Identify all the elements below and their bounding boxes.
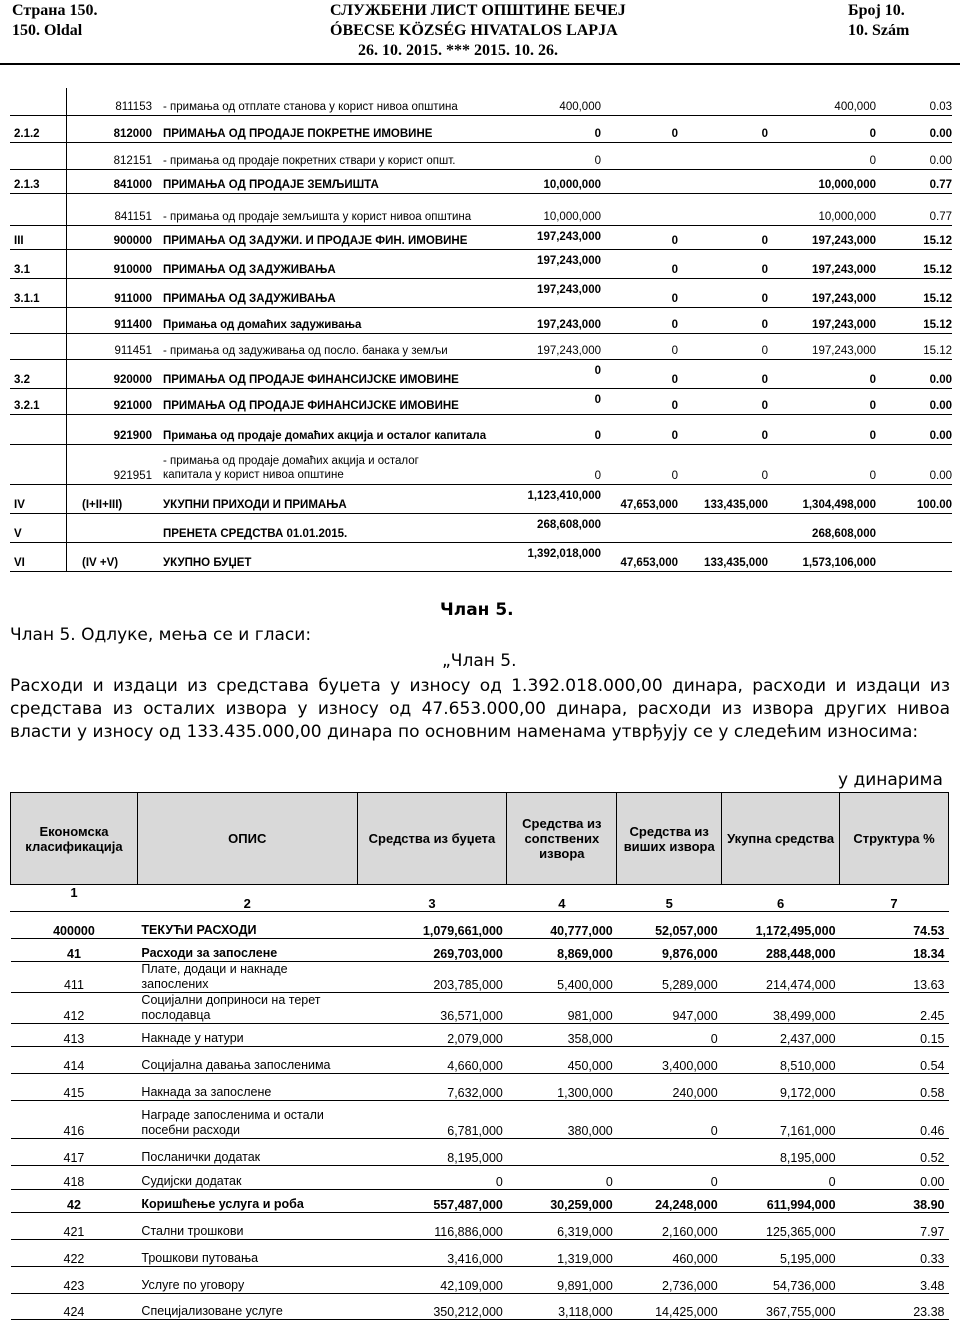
row-value-budget: 197,243,000 (537, 345, 601, 357)
row-value-budget: 268,608,000 (537, 519, 601, 531)
row-value-own: 0 (671, 345, 678, 357)
row-value-structure: 0.00 (929, 155, 952, 167)
row-value-own: 0 (671, 235, 678, 247)
col-number: 1 (11, 885, 138, 912)
table-row (10, 193, 952, 225)
row-value-own: 47,653,000 (620, 499, 678, 511)
table-header-row (11, 793, 949, 885)
table-row (11, 1101, 949, 1139)
row-value-budget: 0 (594, 430, 601, 442)
row-code: 42 (11, 1190, 138, 1213)
row-value-own: 30,259,000 (507, 1190, 617, 1213)
row-value-structure: 2.45 (840, 993, 949, 1024)
table-row (11, 1024, 949, 1047)
page-header (0, 0, 960, 62)
row-value-total: 10,000,000 (818, 179, 876, 191)
row-value-own: 981,000 (507, 993, 617, 1024)
row-description: Специјализоване услуге (137, 1294, 357, 1320)
row-level: 3.2 (14, 374, 30, 386)
col-number: 6 (722, 885, 840, 912)
row-value-structure: 0.15 (840, 1024, 949, 1047)
table-row (11, 1267, 949, 1294)
col-number: 3 (357, 885, 507, 912)
row-value-budget: 2,079,000 (357, 1024, 507, 1047)
row-code: 921900 (113, 430, 152, 442)
row-code: 412 (11, 993, 138, 1024)
row-value-higher: 0 (761, 400, 768, 412)
row-value-higher: 0 (761, 470, 768, 482)
col-number: 7 (840, 885, 949, 912)
row-value-structure: 15.12 (923, 345, 952, 357)
row-description: - примања од продаје земљишта у корист нивоа општина (163, 211, 472, 223)
table-row (11, 939, 949, 962)
row-value-total: 0 (869, 400, 876, 412)
row-value-own: 0 (671, 264, 678, 276)
row-value-budget: 0 (357, 1166, 507, 1190)
row-value-higher: 3,400,000 (617, 1047, 722, 1074)
row-value-structure: 0.54 (840, 1047, 949, 1074)
table-row (10, 169, 952, 193)
row-value-budget: 1,123,410,000 (527, 490, 601, 502)
row-value-budget: 0 (594, 470, 601, 482)
row-description: Услуге по уговору (137, 1267, 357, 1294)
row-value-structure: 13.63 (840, 962, 949, 993)
row-description: ПРИМАЊА ОД ПРОДАЈЕ ЗЕМЉИШТА (163, 179, 379, 191)
row-description: ПРИМАЊА ОД ПРОДАЈЕ ФИНАНСИЈСКЕ ИМОВИНЕ (163, 374, 459, 386)
row-value-total: 0 (869, 470, 876, 482)
row-value-own: 450,000 (507, 1047, 617, 1074)
row-value-higher (617, 1139, 722, 1166)
col-header-budget-funds: Средства из буџета (357, 793, 507, 885)
table-row (10, 513, 952, 542)
table-row (11, 1047, 949, 1074)
row-value-structure: 0.03 (929, 101, 952, 113)
currency-unit: у динарима (838, 770, 943, 790)
row-code: 416 (11, 1101, 138, 1139)
column-number-row (11, 885, 949, 912)
row-value-total: 367,755,000 (722, 1294, 840, 1320)
row-description: Социјална давања запосленима (137, 1047, 357, 1074)
row-code: 841151 (114, 211, 152, 223)
table-row (10, 484, 952, 513)
row-value-own: 0 (671, 319, 678, 331)
row-value-total: 197,243,000 (812, 345, 876, 357)
row-description: - примања од продаје домаћих акција и осталог капитала у корист нивоа општине (163, 455, 419, 481)
table-row (11, 1190, 949, 1213)
col-number: 5 (617, 885, 722, 912)
row-code: 424 (11, 1294, 138, 1320)
table-row (11, 1166, 949, 1190)
row-value-higher: 14,425,000 (617, 1294, 722, 1320)
row-value-structure: 38.90 (840, 1190, 949, 1213)
row-description: Примања од домаћих задуживања (163, 319, 362, 331)
page-number-hu: 150. Oldal (12, 22, 83, 39)
row-description: ТЕКУЋИ РАСХОДИ (137, 912, 357, 939)
row-code: 911000 (114, 293, 152, 305)
col-header-description: ОПИС (137, 793, 357, 885)
row-value-higher: 9,876,000 (617, 939, 722, 962)
row-value-higher: 133,435,000 (704, 557, 768, 569)
row-value-structure: 0.00 (929, 400, 952, 412)
row-value-higher: 240,000 (617, 1074, 722, 1101)
header-rule (0, 63, 960, 65)
row-description: Накнада за запослене (137, 1074, 357, 1101)
row-code: 422 (11, 1240, 138, 1267)
row-value-total: 288,448,000 (722, 939, 840, 962)
row-value-budget: 0 (594, 365, 601, 377)
table-row (11, 1294, 949, 1320)
row-value-higher: 0 (761, 264, 768, 276)
row-value-higher: 0 (761, 430, 768, 442)
row-value-total: 0 (869, 430, 876, 442)
row-level: 2.1.2 (14, 128, 40, 140)
row-code: 41 (11, 939, 138, 962)
table-row (10, 388, 952, 414)
row-description: Плате, додаци и накнаде запослених (137, 962, 357, 993)
journal-title-sr: СЛУЖБЕНИ ЛИСТ ОПШТИНЕ БЕЧЕЈ (330, 2, 626, 19)
row-value-total: 0 (869, 155, 876, 167)
row-description: Расходи за запослене (137, 939, 357, 962)
row-value-total: 400,000 (834, 101, 876, 113)
row-value-structure: 0.33 (840, 1240, 949, 1267)
row-value-budget: 3,416,000 (357, 1240, 507, 1267)
row-value-higher: 0 (617, 1166, 722, 1190)
row-code: 411 (11, 962, 138, 993)
row-description: ПРИМАЊА ОД ПРОДАЈЕ ФИНАНСИЈСКЕ ИМОВИНЕ (163, 400, 459, 412)
row-value-higher: 0 (761, 128, 768, 140)
row-value-structure: 0.77 (929, 211, 952, 223)
table-row (11, 1139, 949, 1166)
row-value-own: 8,869,000 (507, 939, 617, 962)
article-intro: Члан 5. Одлуке, мења се и гласи: (10, 625, 312, 645)
row-value-higher: 2,160,000 (617, 1213, 722, 1240)
row-value-total: 7,161,000 (722, 1101, 840, 1139)
row-code: 421 (11, 1213, 138, 1240)
row-value-budget: 116,886,000 (357, 1213, 507, 1240)
row-description: Примања од продаје домаћих акција и осталог капитала (163, 430, 487, 442)
row-value-budget: 10,000,000 (543, 211, 601, 223)
row-value-higher: 0 (617, 1101, 722, 1139)
row-value-total: 125,365,000 (722, 1213, 840, 1240)
row-value-own: 380,000 (507, 1101, 617, 1139)
row-value-budget: 350,212,000 (357, 1294, 507, 1320)
row-value-own: 358,000 (507, 1024, 617, 1047)
row-value-own: 0 (671, 470, 678, 482)
row-level: III (14, 235, 24, 247)
row-description: Накнаде у натури (137, 1024, 357, 1047)
row-value-higher: 52,057,000 (617, 912, 722, 939)
row-description: ПРИМАЊА ОД ЗАДУЖИВАЊА (163, 264, 336, 276)
row-value-budget: 197,243,000 (537, 284, 601, 296)
row-value-own: 0 (671, 374, 678, 386)
row-value-budget: 0 (594, 155, 601, 167)
row-value-total: 1,172,495,000 (722, 912, 840, 939)
row-code: 417 (11, 1139, 138, 1166)
row-value-own: 3,118,000 (507, 1294, 617, 1320)
row-value-budget: 197,243,000 (537, 319, 601, 331)
header-center (330, 1, 626, 61)
row-value-total: 0 (869, 128, 876, 140)
col-header-classification: Економска класификација (11, 793, 138, 885)
row-value-structure: 0.77 (929, 179, 952, 191)
row-code: 414 (11, 1047, 138, 1074)
row-value-total: 2,437,000 (722, 1024, 840, 1047)
row-value-total: 8,510,000 (722, 1047, 840, 1074)
row-code: 921951 (113, 470, 152, 482)
row-code: 423 (11, 1267, 138, 1294)
row-level: 2.1.3 (14, 179, 40, 191)
row-description: Посланички додатак (137, 1139, 357, 1166)
row-value-total: 268,608,000 (812, 528, 876, 540)
row-value-budget: 557,487,000 (357, 1190, 507, 1213)
row-code: 921000 (113, 400, 152, 412)
row-value-own: 0 (671, 430, 678, 442)
row-description: - примања од отплате станова у корист нивоа општина (163, 101, 458, 113)
row-value-own: 0 (507, 1166, 617, 1190)
row-value-structure: 74.53 (840, 912, 949, 939)
row-code: (I+II+III) (82, 499, 123, 511)
row-description: Коришћење услуга и роба (137, 1190, 357, 1213)
row-value-structure: 0.58 (840, 1074, 949, 1101)
row-level: VI (14, 557, 25, 569)
col-number: 2 (137, 885, 357, 912)
row-level: V (14, 528, 22, 540)
issue-date: 26. 10. 2015. *** 2015. 10. 26. (358, 42, 558, 59)
row-code: 812000 (113, 128, 152, 140)
row-value-budget: 10,000,000 (543, 179, 601, 191)
row-value-structure: 0.52 (840, 1139, 949, 1166)
row-value-budget: 400,000 (559, 101, 601, 113)
row-description: ПРИМАЊА ОД ПРОДАЈЕ ПОКРЕТНЕ ИМОВИНЕ (163, 128, 433, 140)
row-value-structure: 15.12 (923, 235, 952, 247)
table-row (11, 1240, 949, 1267)
table-row (10, 249, 952, 278)
row-value-higher: 0 (761, 319, 768, 331)
article-quote-title: „Члан 5. (442, 651, 517, 671)
column-divider (66, 88, 67, 571)
row-value-higher: 133,435,000 (704, 499, 768, 511)
col-header-own-funds: Средства из сопствених извора (507, 793, 617, 885)
col-number: 4 (507, 885, 617, 912)
row-value-total: 5,195,000 (722, 1240, 840, 1267)
table-row (10, 359, 952, 388)
row-description: ПРЕНЕТА СРЕДСТВА 01.01.2015. (163, 528, 348, 540)
row-value-structure: 0.46 (840, 1101, 949, 1139)
table-row (10, 278, 952, 307)
row-description: ПРИМАЊА ОД ЗАДУЖИВАЊА (163, 293, 336, 305)
article-paragraph: Расходи и издаци из средстава буџета у износу од 1.392.018.000,00 динара, расходи и издаци из средстава из осталих извора у износу од 47.653.000,00 динара, расходи из извора других нивоа власти у износу од 133.435.000,00 динара по основним наменама утврђују се у следећим износима: (10, 676, 950, 742)
row-value-budget: 8,195,000 (357, 1139, 507, 1166)
row-description: Награде запосленима и остали посебни расходи (137, 1101, 357, 1139)
row-code: 910000 (113, 264, 152, 276)
row-value-budget: 1,392,018,000 (527, 548, 601, 560)
row-value-budget: 269,703,000 (357, 939, 507, 962)
row-divider (10, 571, 952, 572)
page-number-sr: Страна 150. (12, 2, 98, 19)
row-value-budget: 6,781,000 (357, 1101, 507, 1139)
row-value-structure: 0.00 (929, 430, 952, 442)
row-description: - примања од задуживања од посло. банака у земљи (163, 345, 448, 357)
row-description: УКУПНИ ПРИХОДИ И ПРИМАЊА (163, 499, 347, 511)
row-value-total: 197,243,000 (812, 293, 876, 305)
row-value-structure: 23.38 (840, 1294, 949, 1320)
row-value-own: 9,891,000 (507, 1267, 617, 1294)
row-value-own: 1,300,000 (507, 1074, 617, 1101)
row-level: 3.1 (14, 264, 30, 276)
row-description: Стални трошкови (137, 1213, 357, 1240)
row-description: Трошкови путовања (137, 1240, 357, 1267)
row-code: 812151 (113, 155, 152, 167)
row-value-structure: 0.00 (840, 1166, 949, 1190)
row-value-total: 197,243,000 (812, 319, 876, 331)
row-value-own: 40,777,000 (507, 912, 617, 939)
journal-title-hu: ÓBECSE KÖZSÉG HIVATALOS LAPJA (330, 22, 618, 39)
row-value-structure: 0.00 (929, 470, 952, 482)
row-value-higher: 0 (761, 374, 768, 386)
header-left (12, 1, 98, 41)
row-value-own: 47,653,000 (620, 557, 678, 569)
row-value-budget: 7,632,000 (357, 1074, 507, 1101)
col-header-structure: Структура % (840, 793, 949, 885)
row-description: Судијски додатак (137, 1166, 357, 1190)
row-code: 413 (11, 1024, 138, 1047)
table-row (11, 962, 949, 993)
row-value-structure: 100.00 (916, 499, 952, 511)
row-value-total: 8,195,000 (722, 1139, 840, 1166)
row-description: ПРИМАЊА ОД ЗАДУЖИ. И ПРОДАЈЕ ФИН. ИМОВИНЕ (163, 235, 468, 247)
row-code: 911451 (114, 345, 152, 357)
row-value-budget: 42,109,000 (357, 1267, 507, 1294)
row-value-total: 9,172,000 (722, 1074, 840, 1101)
row-value-own: 6,319,000 (507, 1213, 617, 1240)
row-value-structure: 0.00 (929, 128, 952, 140)
table-row (10, 88, 952, 115)
header-right (848, 1, 909, 41)
row-value-budget: 1,079,661,000 (357, 912, 507, 939)
row-value-total: 54,736,000 (722, 1267, 840, 1294)
table-row (10, 444, 952, 484)
row-value-higher: 0 (617, 1024, 722, 1047)
row-value-structure: 0.00 (929, 374, 952, 386)
row-description: Социјални доприноси на терет послодавца (137, 993, 357, 1024)
row-level: 3.2.1 (14, 400, 40, 412)
row-description: УКУПНО БУЏЕТ (163, 557, 252, 569)
issue-number-sr: Број 10. (848, 2, 905, 19)
row-value-total: 214,474,000 (722, 962, 840, 993)
row-value-structure: 7.97 (840, 1213, 949, 1240)
row-value-higher: 0 (761, 293, 768, 305)
row-value-structure: 18.34 (840, 939, 949, 962)
row-code: 900000 (113, 235, 152, 247)
row-value-total: 0 (722, 1166, 840, 1190)
col-header-higher-funds: Средства из виших извора (617, 793, 722, 885)
row-value-own: 0 (671, 400, 678, 412)
row-value-budget: 36,571,000 (357, 993, 507, 1024)
article-title: Члан 5. (440, 600, 514, 620)
table-row (10, 142, 952, 169)
row-value-structure: 15.12 (923, 319, 952, 331)
row-value-budget: 0 (594, 128, 601, 140)
col-header-total-funds: Укупна средства (722, 793, 840, 885)
row-value-own: 0 (671, 293, 678, 305)
row-code: 911400 (114, 319, 152, 331)
issue-number-hu: 10. Szám (848, 22, 910, 39)
row-code: 418 (11, 1166, 138, 1190)
row-value-own: 5,400,000 (507, 962, 617, 993)
row-value-own: 1,319,000 (507, 1240, 617, 1267)
row-value-higher: 460,000 (617, 1240, 722, 1267)
row-value-total: 611,994,000 (722, 1190, 840, 1213)
row-code: (IV +V) (82, 557, 119, 569)
row-value-structure: 15.12 (923, 293, 952, 305)
row-value-higher: 0 (761, 235, 768, 247)
row-value-total: 1,573,106,000 (802, 557, 876, 569)
table-row (11, 993, 949, 1024)
table-row (10, 333, 952, 359)
row-value-budget: 197,243,000 (537, 231, 601, 243)
row-level: 3.1.1 (14, 293, 40, 305)
row-code: 920000 (113, 374, 152, 386)
row-level: IV (14, 499, 25, 511)
table-row (10, 225, 952, 249)
revenue-table-continuation (10, 88, 952, 571)
row-value-budget: 0 (594, 394, 601, 406)
table-row (11, 1074, 949, 1101)
row-value-budget: 203,785,000 (357, 962, 507, 993)
row-value-total: 38,499,000 (722, 993, 840, 1024)
row-code: 811153 (115, 101, 152, 113)
row-code: 415 (11, 1074, 138, 1101)
row-value-total: 10,000,000 (818, 211, 876, 223)
table-row (11, 912, 949, 939)
table-row (10, 307, 952, 333)
row-value-budget: 197,243,000 (537, 255, 601, 267)
row-value-higher: 0 (761, 345, 768, 357)
table-row (11, 1213, 949, 1240)
table-row (10, 115, 952, 142)
row-value-structure: 15.12 (923, 264, 952, 276)
row-value-own (507, 1139, 617, 1166)
row-value-own: 0 (671, 128, 678, 140)
table-row (10, 542, 952, 571)
row-code: 841000 (113, 179, 152, 191)
row-value-higher: 947,000 (617, 993, 722, 1024)
row-value-total: 1,304,498,000 (802, 499, 876, 511)
table-row (10, 414, 952, 444)
row-value-higher: 5,289,000 (617, 962, 722, 993)
row-value-structure: 3.48 (840, 1267, 949, 1294)
expenditure-table (10, 792, 949, 1320)
row-value-total: 197,243,000 (812, 264, 876, 276)
row-value-higher: 2,736,000 (617, 1267, 722, 1294)
row-description: - примања од продаје покретних ствари у корист општ. (163, 155, 456, 167)
row-value-total: 0 (869, 374, 876, 386)
row-code: 400000 (11, 912, 138, 939)
row-value-budget: 4,660,000 (357, 1047, 507, 1074)
row-value-total: 197,243,000 (812, 235, 876, 247)
row-value-higher: 24,248,000 (617, 1190, 722, 1213)
